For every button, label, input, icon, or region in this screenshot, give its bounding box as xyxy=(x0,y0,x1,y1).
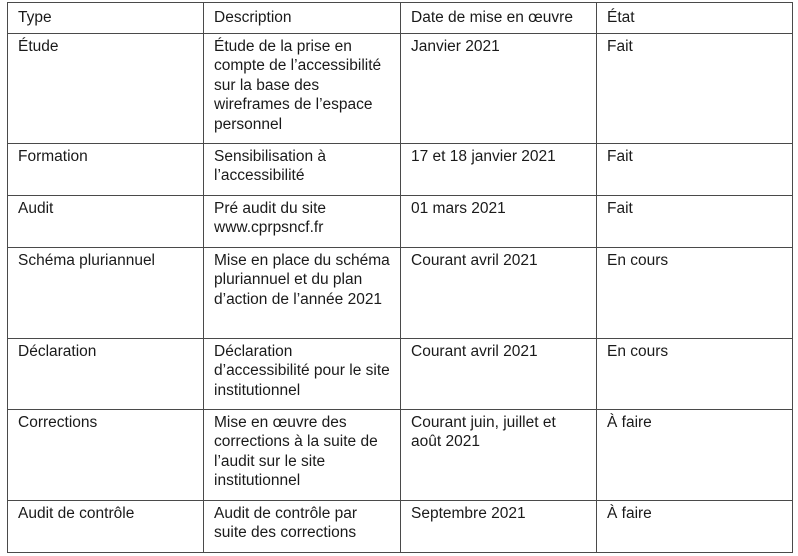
cell-etat: Fait xyxy=(597,143,793,195)
table-row xyxy=(8,33,793,143)
table-row xyxy=(8,247,793,338)
cell-etat: À faire xyxy=(597,500,793,552)
cell-etat: En cours xyxy=(597,338,793,409)
cell-description: Mise en œuvre des corrections à la suite de l’audit sur le site institutionnel xyxy=(204,409,401,500)
cell-type: Corrections xyxy=(8,409,204,500)
table-header-row xyxy=(8,3,793,34)
cell-type: Formation xyxy=(8,143,204,195)
cell-type: Schéma pluriannuel xyxy=(8,247,204,338)
cell-etat: En cours xyxy=(597,247,793,338)
header-date: Date de mise en œuvre xyxy=(401,3,597,34)
header-type: Type xyxy=(8,3,204,34)
cell-etat: Fait xyxy=(597,195,793,247)
accessibility-actions-table xyxy=(7,2,793,553)
table-row xyxy=(8,195,793,247)
cell-date: Courant avril 2021 xyxy=(401,338,597,409)
header-description: Description xyxy=(204,3,401,34)
cell-description: Mise en place du schéma pluriannuel et du plan d’action de l’année 2021 xyxy=(204,247,401,338)
cell-type: Déclaration xyxy=(8,338,204,409)
cell-etat: À faire xyxy=(597,409,793,500)
cell-type: Étude xyxy=(8,33,204,143)
cell-type: Audit xyxy=(8,195,204,247)
table-row xyxy=(8,143,793,195)
cell-description: Étude de la prise en compte de l’accessibilité sur la base des wireframes de l’espace personnel xyxy=(204,33,401,143)
table-row xyxy=(8,500,793,552)
cell-date: Janvier 2021 xyxy=(401,33,597,143)
cell-type: Audit de contrôle xyxy=(8,500,204,552)
cell-date: Courant juin, juillet et août 2021 xyxy=(401,409,597,500)
table-row xyxy=(8,409,793,500)
cell-date: 01 mars 2021 xyxy=(401,195,597,247)
cell-date: 17 et 18 janvier 2021 xyxy=(401,143,597,195)
header-etat: État xyxy=(597,3,793,34)
cell-date: Septembre 2021 xyxy=(401,500,597,552)
cell-description: Pré audit du site www.cprpsncf.fr xyxy=(204,195,401,247)
cell-description: Sensibilisation à l’accessibilité xyxy=(204,143,401,195)
table-row xyxy=(8,338,793,409)
cell-date: Courant avril 2021 xyxy=(401,247,597,338)
cell-description: Déclaration d’accessibilité pour le site institutionnel xyxy=(204,338,401,409)
cell-description: Audit de contrôle par suite des corrections xyxy=(204,500,401,552)
cell-etat: Fait xyxy=(597,33,793,143)
